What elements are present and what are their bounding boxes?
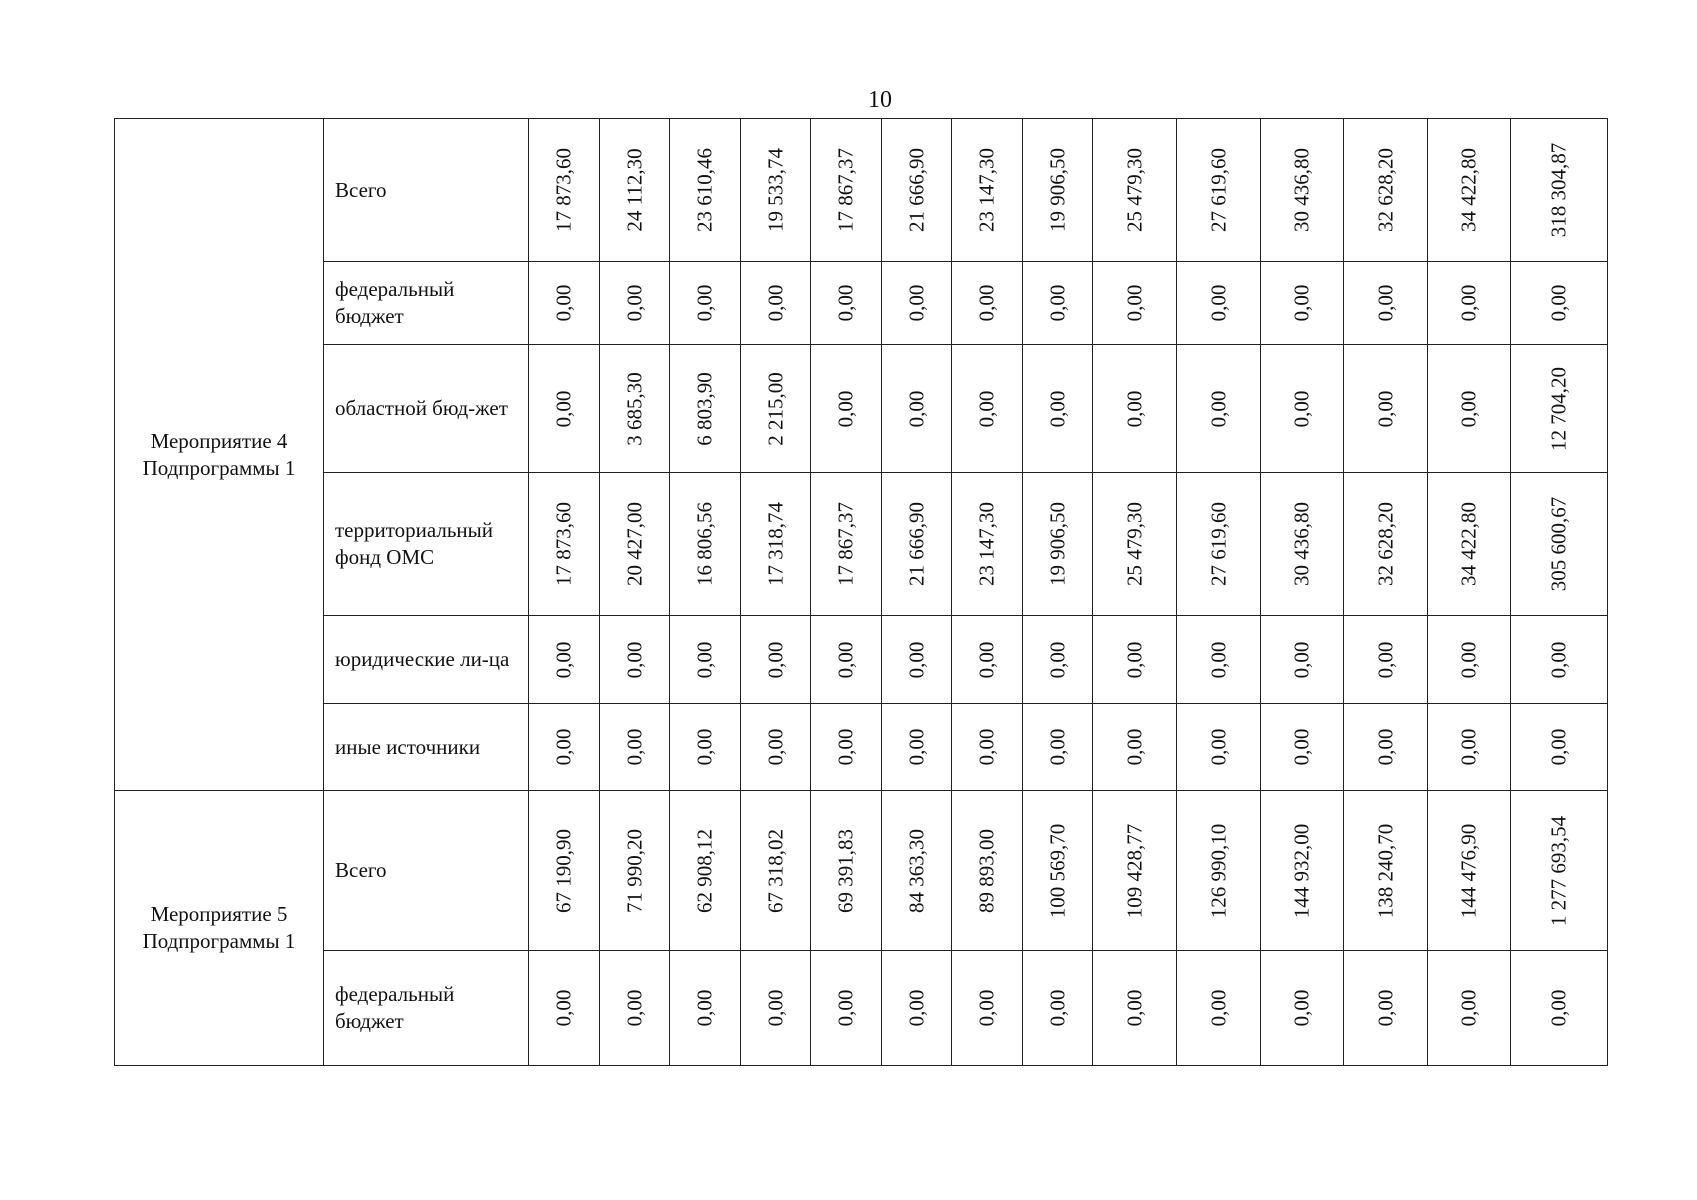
value-cell [1428, 473, 1511, 616]
value-cell [1023, 791, 1093, 951]
value-text: 0,00 [1122, 284, 1146, 322]
value-cell [1261, 951, 1344, 1066]
value-text: 0,00 [1206, 989, 1230, 1027]
value-cell [952, 951, 1023, 1066]
value-cell [1428, 616, 1511, 704]
value-text: 0,00 [551, 989, 576, 1027]
value-cell [1177, 262, 1261, 345]
value-cell [1344, 262, 1428, 345]
value-cell [600, 704, 670, 791]
value-cell [1177, 616, 1261, 704]
value-text: 0,00 [622, 989, 646, 1027]
value-text: 0,00 [1546, 989, 1571, 1027]
value-cell [529, 791, 600, 951]
value-cell [1344, 791, 1428, 951]
value-text: 32 628,20 [1373, 502, 1397, 586]
value-text: 0,00 [692, 989, 717, 1027]
funding-source-cell: областной бюд-жет [324, 345, 529, 473]
value-cell [600, 473, 670, 616]
value-text: 0,00 [1289, 284, 1314, 322]
value-cell [811, 345, 882, 473]
value-text: 23 610,46 [692, 148, 717, 232]
funding-source-cell: федеральный бюджет [324, 951, 529, 1066]
value-cell [741, 704, 811, 791]
value-cell [811, 704, 882, 791]
value-text: 62 908,12 [692, 828, 717, 913]
value-cell [882, 616, 952, 704]
value-cell [1261, 616, 1344, 704]
value-cell [1023, 345, 1093, 473]
value-text: 17 318,74 [763, 502, 787, 586]
value-text: 144 476,90 [1456, 823, 1481, 918]
value-text: 0,00 [1289, 641, 1314, 678]
value-text: 89 893,00 [974, 828, 999, 913]
value-cell [1511, 616, 1608, 704]
value-cell [1093, 262, 1177, 345]
value-text: 0,00 [1122, 641, 1146, 678]
value-cell [1023, 951, 1093, 1066]
value-text: 69 391,83 [833, 828, 858, 913]
value-text: 0,00 [904, 989, 928, 1027]
value-text: 21 666,90 [904, 148, 928, 232]
value-text: 0,00 [763, 641, 787, 678]
table-row [115, 616, 1608, 704]
value-cell [882, 345, 952, 473]
value-text: 0,00 [1373, 390, 1397, 427]
value-cell [741, 262, 811, 345]
value-text: 2 215,00 [763, 371, 787, 446]
value-cell [882, 951, 952, 1066]
table-row [115, 951, 1608, 1066]
value-text: 0,00 [622, 284, 646, 322]
value-cell [529, 473, 600, 616]
value-cell [1093, 473, 1177, 616]
value-text: 34 422,80 [1456, 148, 1481, 232]
value-text: 0,00 [974, 728, 999, 766]
value-cell [1177, 345, 1261, 473]
value-text: 0,00 [833, 989, 858, 1027]
value-text: 0,00 [692, 728, 717, 766]
value-text: 0,00 [904, 728, 928, 766]
value-text: 0,00 [833, 641, 858, 678]
value-text: 0,00 [904, 641, 928, 678]
value-cell [1093, 616, 1177, 704]
value-cell [741, 951, 811, 1066]
value-cell [811, 473, 882, 616]
value-cell [529, 262, 600, 345]
funding-source-cell: федеральный бюджет [324, 262, 529, 345]
value-cell [952, 704, 1023, 791]
value-text: 27 619,60 [1206, 502, 1230, 586]
value-text: 71 990,20 [622, 828, 646, 913]
value-cell [1511, 119, 1608, 262]
value-text: 0,00 [1289, 989, 1314, 1027]
value-cell [741, 473, 811, 616]
value-cell [1344, 473, 1428, 616]
value-text: 17 873,60 [551, 502, 576, 586]
value-cell [600, 791, 670, 951]
value-cell [529, 704, 600, 791]
value-text: 84 363,30 [904, 828, 928, 913]
value-cell [882, 473, 952, 616]
value-cell [670, 119, 741, 262]
value-text: 0,00 [1122, 989, 1146, 1027]
value-cell [600, 119, 670, 262]
measure-name-cell: Мероприятие 5 Подпрограммы 1 [115, 791, 324, 1066]
value-text: 25 479,30 [1122, 502, 1146, 586]
value-text: 0,00 [1122, 728, 1146, 766]
value-text: 0,00 [1546, 284, 1571, 322]
value-text: 23 147,30 [974, 502, 999, 586]
table-row [115, 704, 1608, 791]
value-text: 34 422,80 [1456, 502, 1481, 586]
value-cell [1177, 473, 1261, 616]
value-text: 100 569,70 [1045, 823, 1069, 918]
value-cell [529, 345, 600, 473]
value-text: 126 990,10 [1206, 823, 1230, 918]
value-cell [952, 616, 1023, 704]
value-text: 16 806,56 [692, 502, 717, 586]
value-text: 0,00 [692, 641, 717, 678]
value-text: 0,00 [1546, 728, 1571, 766]
value-text: 0,00 [904, 390, 928, 427]
value-cell [1177, 791, 1261, 951]
value-cell [600, 345, 670, 473]
value-text: 0,00 [1045, 284, 1069, 322]
value-text: 0,00 [1206, 284, 1230, 322]
value-text: 0,00 [1373, 641, 1397, 678]
value-cell [1428, 119, 1511, 262]
value-text: 0,00 [904, 284, 928, 322]
value-text: 109 428,77 [1122, 823, 1146, 918]
budget-table [114, 118, 1608, 1066]
value-cell [1177, 119, 1261, 262]
value-text: 144 932,00 [1289, 823, 1314, 918]
value-text: 0,00 [1456, 728, 1481, 766]
value-cell [1344, 119, 1428, 262]
value-cell [1177, 704, 1261, 791]
value-text: 0,00 [1045, 390, 1069, 427]
value-cell [670, 262, 741, 345]
value-cell [1428, 345, 1511, 473]
value-cell [811, 262, 882, 345]
value-text: 12 704,20 [1546, 366, 1571, 451]
value-cell [1511, 791, 1608, 951]
page-number: 10 [868, 87, 892, 113]
value-text: 17 867,37 [833, 148, 858, 232]
value-cell [529, 951, 600, 1066]
value-text: 0,00 [692, 284, 717, 322]
value-cell [1261, 345, 1344, 473]
value-cell [1428, 791, 1511, 951]
value-cell [1023, 616, 1093, 704]
value-cell [811, 119, 882, 262]
value-cell [529, 616, 600, 704]
value-cell [811, 791, 882, 951]
value-text: 0,00 [1289, 728, 1314, 766]
value-text: 0,00 [1373, 989, 1397, 1027]
value-cell [1344, 616, 1428, 704]
table-row [115, 345, 1608, 473]
value-text: 0,00 [551, 284, 576, 322]
value-cell [882, 704, 952, 791]
value-text: 0,00 [551, 390, 576, 427]
value-text: 0,00 [763, 989, 787, 1027]
value-cell [600, 951, 670, 1066]
value-text: 0,00 [622, 641, 646, 678]
value-text: 0,00 [833, 728, 858, 766]
value-cell [670, 791, 741, 951]
funding-source-cell: юридические ли-ца [324, 616, 529, 704]
value-cell [1261, 262, 1344, 345]
value-cell [1261, 704, 1344, 791]
value-cell [1023, 119, 1093, 262]
value-cell [811, 616, 882, 704]
value-text: 23 147,30 [974, 148, 999, 232]
value-cell [952, 262, 1023, 345]
value-cell [670, 473, 741, 616]
value-cell [670, 951, 741, 1066]
value-cell [741, 616, 811, 704]
value-cell [670, 704, 741, 791]
table-row [115, 119, 1608, 262]
value-text: 0,00 [1456, 284, 1481, 322]
value-cell [741, 791, 811, 951]
funding-source-cell: Всего [324, 791, 529, 951]
value-text: 0,00 [1456, 989, 1481, 1027]
value-text: 0,00 [974, 390, 999, 427]
value-cell [1344, 345, 1428, 473]
table-row [115, 262, 1608, 345]
value-cell [882, 119, 952, 262]
value-text: 0,00 [1045, 989, 1069, 1027]
value-text: 0,00 [833, 390, 858, 427]
value-cell [1261, 473, 1344, 616]
value-text: 1 277 693,54 [1546, 815, 1571, 926]
value-cell [952, 473, 1023, 616]
value-text: 305 600,67 [1546, 496, 1571, 592]
value-cell [1023, 704, 1093, 791]
value-text: 0,00 [1206, 728, 1230, 766]
value-cell [1511, 951, 1608, 1066]
value-text: 0,00 [974, 284, 999, 322]
value-text: 24 112,30 [622, 148, 646, 232]
value-text: 19 906,50 [1045, 148, 1069, 232]
value-text: 0,00 [1206, 641, 1230, 678]
table-row [115, 473, 1608, 616]
value-cell [1261, 119, 1344, 262]
value-text: 67 190,90 [551, 828, 576, 913]
value-cell [882, 791, 952, 951]
value-cell [952, 119, 1023, 262]
value-text: 0,00 [551, 641, 576, 678]
value-cell [670, 616, 741, 704]
value-cell [1344, 704, 1428, 791]
value-text: 0,00 [1373, 284, 1397, 322]
value-text: 25 479,30 [1122, 148, 1146, 232]
value-cell [1093, 345, 1177, 473]
value-text: 17 873,60 [551, 148, 576, 232]
value-text: 19 533,74 [763, 148, 787, 232]
value-text: 0,00 [974, 641, 999, 678]
funding-source-cell: Всего [324, 119, 529, 262]
value-text: 32 628,20 [1373, 148, 1397, 232]
value-cell [670, 345, 741, 473]
value-text: 0,00 [1456, 641, 1481, 678]
value-text: 318 304,87 [1546, 142, 1571, 238]
value-text: 67 318,02 [763, 828, 787, 913]
value-cell [952, 791, 1023, 951]
value-text: 0,00 [1373, 728, 1397, 766]
value-cell [741, 345, 811, 473]
value-cell [882, 262, 952, 345]
value-cell [1093, 791, 1177, 951]
value-cell [1261, 791, 1344, 951]
value-text: 0,00 [1206, 390, 1230, 427]
value-cell [600, 616, 670, 704]
value-text: 30 436,80 [1289, 502, 1314, 586]
funding-source-cell: территориальный фонд ОМС [324, 473, 529, 616]
funding-source-cell: иные источники [324, 704, 529, 791]
value-cell [1344, 951, 1428, 1066]
value-cell [600, 262, 670, 345]
value-text: 0,00 [1289, 390, 1314, 427]
value-cell [1093, 704, 1177, 791]
value-cell [1511, 262, 1608, 345]
value-cell [1093, 951, 1177, 1066]
value-text: 138 240,70 [1373, 823, 1397, 918]
value-cell [1511, 473, 1608, 616]
value-cell [1428, 704, 1511, 791]
value-text: 3 685,30 [622, 371, 646, 446]
value-text: 27 619,60 [1206, 148, 1230, 232]
value-cell [529, 119, 600, 262]
value-cell [952, 345, 1023, 473]
value-cell [1428, 262, 1511, 345]
value-text: 0,00 [1122, 390, 1146, 427]
value-text: 21 666,90 [904, 502, 928, 586]
value-cell [1511, 345, 1608, 473]
value-text: 0,00 [551, 728, 576, 766]
value-cell [1023, 262, 1093, 345]
value-text: 0,00 [1045, 641, 1069, 678]
value-text: 0,00 [833, 284, 858, 322]
value-text: 30 436,80 [1289, 148, 1314, 232]
value-cell [811, 951, 882, 1066]
value-text: 17 867,37 [833, 502, 858, 586]
table-body [115, 119, 1608, 1066]
value-text: 20 427,00 [622, 502, 646, 586]
value-cell [1093, 119, 1177, 262]
value-text: 6 803,90 [692, 371, 717, 446]
measure-name-cell: Мероприятие 4 Подпрограммы 1 [115, 119, 324, 791]
value-text: 0,00 [974, 989, 999, 1027]
value-cell [1511, 704, 1608, 791]
value-text: 0,00 [1045, 728, 1069, 766]
value-text: 0,00 [1456, 390, 1481, 427]
value-cell [741, 119, 811, 262]
table-row [115, 791, 1608, 951]
value-cell [1023, 473, 1093, 616]
value-text: 0,00 [1546, 641, 1571, 678]
value-text: 0,00 [763, 728, 787, 766]
value-text: 0,00 [622, 728, 646, 766]
value-cell [1177, 951, 1261, 1066]
value-text: 0,00 [763, 284, 787, 322]
value-cell [1428, 951, 1511, 1066]
value-text: 19 906,50 [1045, 502, 1069, 586]
